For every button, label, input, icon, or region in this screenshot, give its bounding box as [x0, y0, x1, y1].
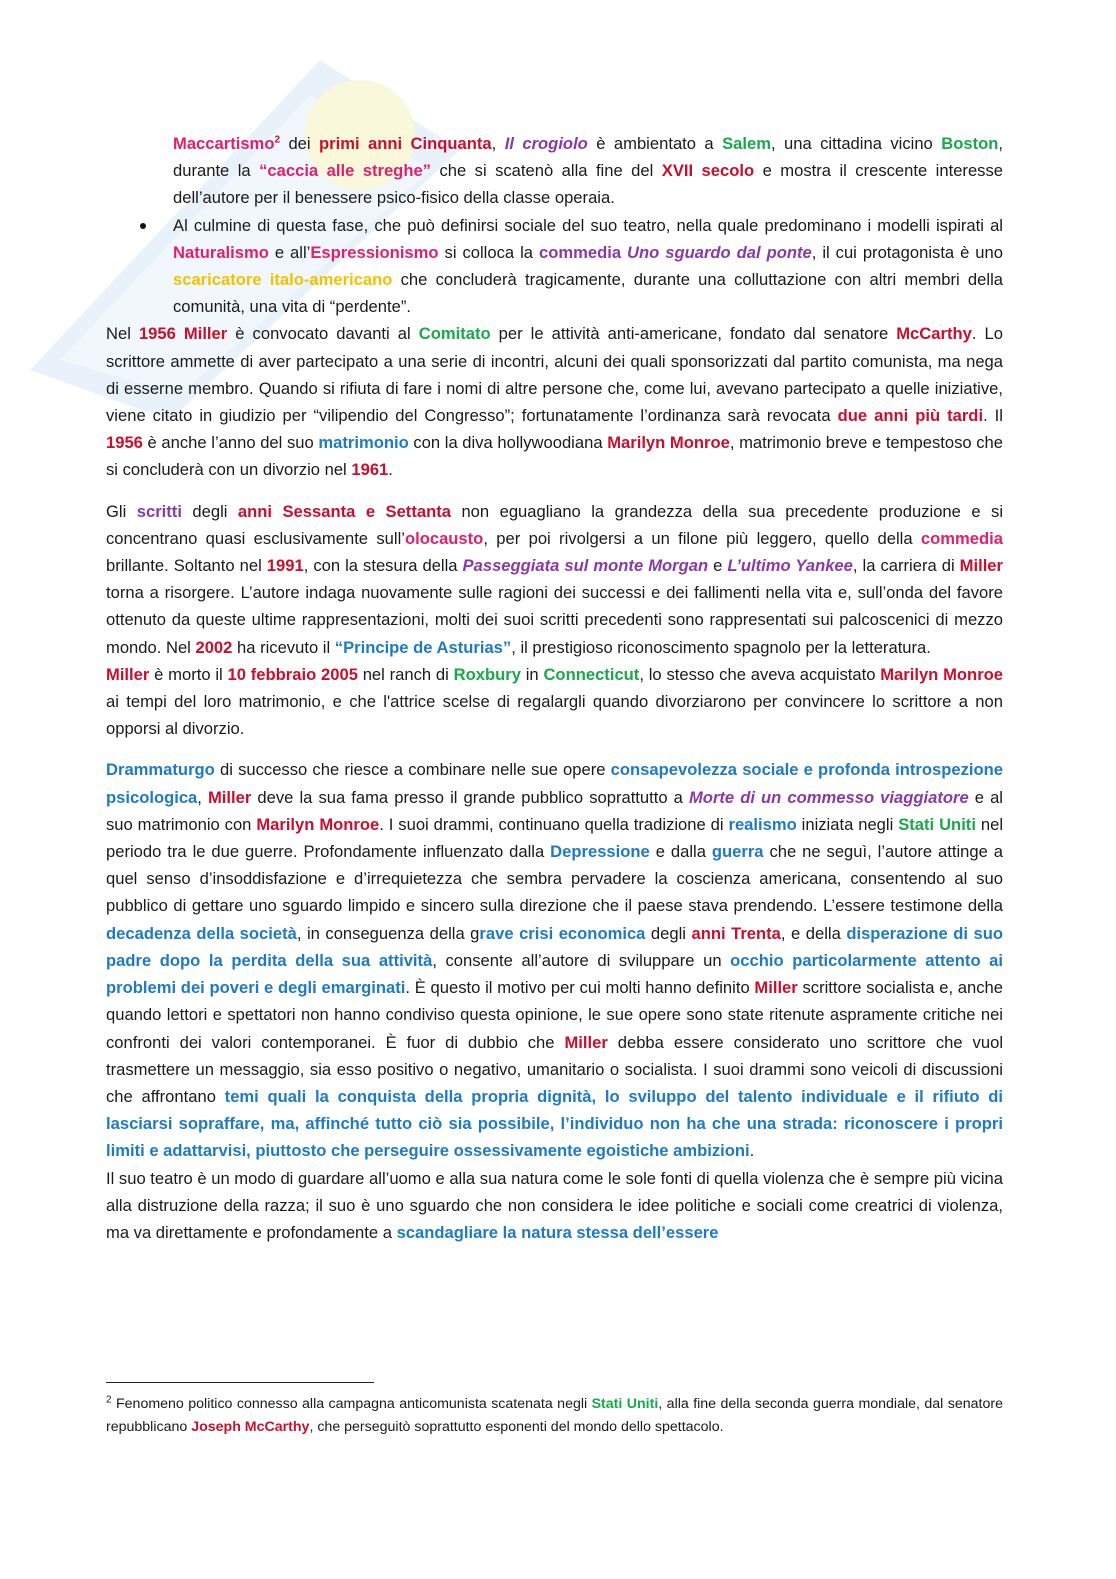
highlighted-term: primi anni Cinquanta [319, 134, 492, 153]
highlighted-term: olocausto [404, 528, 484, 548]
highlighted-term: commedia [920, 528, 1003, 548]
highlighted-term: Connecticut [543, 664, 640, 684]
highlighted-term: Stati Uniti [898, 814, 976, 834]
text-run: , [197, 787, 208, 807]
highlighted-term: Stati Uniti [591, 1396, 659, 1412]
text-run: che ne seguì, l’autore attinge a quel senso d’insoddisfazione e d’irrequietezza che sembra pervadere la coscienza americana, consentendo al suo pubblico di gettare uno sguardo limpido e sincero sulla direzione che il paese stava prendendo. L’essere testimone della [106, 842, 1003, 916]
footnote-ref: 2 [106, 1394, 112, 1406]
text-run: degli [181, 501, 238, 521]
text-run: , durante la [173, 134, 1003, 181]
text-run: dei [280, 134, 320, 153]
text-run: è morto il [149, 664, 228, 684]
text-run: è convocato davanti al [227, 324, 419, 344]
text-run: . [388, 460, 393, 480]
text-run: e all’ [268, 242, 311, 262]
text-run: ha ricevuto il [232, 637, 335, 657]
highlighted-term: L’ultimo Yankee [727, 556, 853, 576]
highlighted-term: McCarthy [896, 324, 972, 344]
bullet-dot-icon [140, 223, 146, 229]
highlighted-term: Miller [564, 1032, 608, 1052]
paragraph [106, 661, 1003, 743]
highlighted-term: Miller [207, 787, 252, 807]
document-body [106, 130, 1003, 1246]
highlighted-term: 10 febbraio 2005 [227, 664, 358, 684]
text-run: , per poi rivolgersi a un filone più leggero, quello della [483, 528, 921, 548]
text-run: , una cittadina vicino [770, 134, 942, 153]
text-run: . Il [983, 406, 1003, 426]
highlighted-term: guerra [711, 842, 764, 862]
text-run: Gli [106, 501, 137, 521]
highlighted-term: Miller [106, 664, 150, 684]
text-run: . [749, 1141, 755, 1161]
text-run: nel ranch di [357, 664, 454, 684]
highlighted-term: anni Sessanta e Settanta [237, 501, 451, 521]
paragraph [106, 1165, 1003, 1247]
highlighted-term: Espressionismo [310, 242, 439, 262]
highlighted-term: Passeggiata sul monte Morgan [462, 556, 709, 576]
highlighted-term: due anni più tardi [837, 406, 984, 426]
highlighted-term: temi quali la conquista della propria dignità, lo sviluppo del talento individuale e il rifiuto di lasciarsi sopraffare, ma, affinché tutto ciò sia possibile, l’individuo non ha che una strada: riconoscere i propri limiti e adattarvisi, piuttosto che perseguire ossessivamente egoistiche ambizioni [106, 1086, 1003, 1161]
highlighted-term: Depressione [550, 842, 650, 862]
text-run: Fenomeno politico connesso alla campagna anticomunista scatenata negli [111, 1396, 592, 1412]
text-run: , in conseguenza della g [296, 923, 480, 943]
text-run: , e della [780, 923, 847, 943]
text-run: deve la sua fama presso il grande pubblico soprattutto a [251, 787, 689, 807]
highlighted-term: Joseph McCarthy [191, 1419, 310, 1435]
highlighted-term: rave crisi economica [479, 923, 646, 943]
highlighted-term: “caccia alle streghe” [259, 161, 431, 181]
text-run: in [520, 664, 544, 684]
highlighted-term: 1956 Miller [138, 324, 228, 344]
highlighted-term: decadenza della società [106, 923, 297, 943]
text-run: Al culmine di questa fase, che può definirsi sociale del suo teatro, nella quale predominano i modelli ispirati al [173, 215, 1003, 235]
highlighted-term: Salem [722, 134, 771, 153]
highlighted-term: Uno sguardo dal ponte [627, 242, 812, 262]
text-run: e [708, 556, 728, 576]
paragraph [106, 320, 1003, 483]
highlighted-term: Marilyn Monroe [607, 433, 730, 453]
text-run: con la diva hollywoodiana [408, 433, 608, 453]
highlighted-term: anni Trenta [691, 923, 781, 943]
highlighted-term: Boston [941, 134, 999, 153]
text-run: , con la stesura della [303, 556, 463, 576]
highlighted-term: scritti [136, 501, 182, 521]
highlighted-term: Naturalismo [173, 242, 269, 262]
text-run: , consente all’autore di sviluppare un [432, 950, 731, 970]
highlighted-term: Roxbury [453, 664, 521, 684]
text-run: è anche l’anno del suo [142, 433, 319, 453]
text-run: Il suo teatro è un modo di guardare all’uomo e alla sua natura come le sole fonti di quella violenza che è sempre più vicina alla distruzione della razza; il suo è uno sguardo che non considera le idee politiche e sociali come creatrici di violenza, ma va direttamente e profondamente a [106, 1168, 1003, 1242]
text-run: e mostra il crescente interesse dell’autore per il benessere psico-fisico della classe operaia. [173, 161, 1003, 208]
highlighted-term: Il crogiolo [504, 134, 588, 153]
text-run: che si scatenò alla fine del [430, 161, 662, 181]
text-run: che concluderà tragicamente, durante una colluttazione con altri membri della comunità, una vita di “perdente”. [173, 270, 1003, 317]
text-run: . Lo scrittore ammette di aver partecipato a una serie di incontri, alcuni dei quali sponsorizzati dal partito comunista, ma nega di esserne membro. Quando si rifiuta di fare i nomi di altre persone che, come lui, avevano partecipato a quelle iniziative, viene citato in giudizio per “vilipendio del Congresso”; fortunatamente l’ordinanza sarà revocata [106, 324, 1003, 426]
highlighted-term: XVII secolo [661, 161, 755, 181]
highlighted-term: 1991 [266, 556, 304, 576]
highlighted-term: 1956 [106, 433, 143, 453]
highlighted-term: Drammaturgo [106, 760, 215, 780]
highlighted-term: “Principe de Asturias” [334, 637, 512, 657]
highlighted-term: 2002 [195, 637, 233, 657]
text-run: Nel [106, 324, 139, 344]
highlighted-term: 1961 [351, 460, 389, 480]
text-run: ai tempi del loro matrimonio, e che l'attrice scelse di regalargli quando divorziarono per convincere lo scrittore a non opporsi al divorzio. [106, 692, 1003, 739]
text-run: torna a risorgere. L’autore indaga nuovamente sulle ragioni dei successi e dei fallimenti nella vita e, sull’onda del favore ottenuto da queste ultime rappresentazioni, molti dei suoi scritti precedenti sono rappresentati sui palcoscenici di mezzo mondo. Nel [106, 583, 1003, 657]
text-run: e dalla [649, 842, 712, 862]
text-run: degli [645, 923, 692, 943]
text-run: , alla fine della seconda guerra mondiale, dal senatore repubblicano [106, 1396, 1003, 1435]
text-run: di successo che riesce a combinare nelle sue opere [214, 760, 611, 780]
text-run: nel periodo tra le due guerre. Profondamente influenzato dalla [106, 814, 1004, 862]
text-run: , il prestigioso riconoscimento spagnolo per la letteratura. [511, 637, 931, 657]
paragraph [106, 756, 1003, 1164]
text-run: . I suoi drammi, continuano quella tradizione di [379, 814, 729, 834]
highlighted-term: disperazione di suo padre dopo la perdita della sua attività [106, 923, 1004, 970]
text-run: . È questo il motivo per cui molti hanno definito [405, 978, 755, 998]
highlighted-term: Morte di un commesso viaggiatore [688, 787, 969, 807]
text-run: è ambientato a [587, 134, 723, 153]
highlighted-term: Miller [959, 556, 1003, 576]
highlighted-term: Marilyn Monroe [880, 664, 1004, 684]
bullet-list-item [106, 212, 1003, 321]
highlighted-term: matrimonio [318, 433, 409, 453]
text-run: e al suo matrimonio con [106, 787, 1003, 834]
paragraph [106, 498, 1003, 661]
text-run: non eguagliano la grandezza della sua precedente produzione e si concentrano quasi esclusivamente sull’ [106, 501, 1004, 548]
text-run: , [491, 134, 505, 153]
highlighted-term: Maccartismo [173, 134, 275, 153]
text-run: , lo stesso che aveva acquistato [639, 664, 881, 684]
text-run: , la carriera di [852, 556, 960, 576]
footnote [106, 1393, 1003, 1439]
highlighted-term: scaricatore italo-americano [173, 270, 393, 290]
highlighted-term: occhio particolarmente attento ai problemi dei poveri e degli emarginati [106, 950, 1004, 998]
highlighted-term: commedia [538, 242, 628, 262]
text-run: scrittore socialista e, anche quando lettori e spettatori non hanno condiviso questa opinione, le sue opere sono state ritenute aspramente critiche nei confronti dei valori contemporanei. È fuor di dubbio che [106, 978, 1004, 1052]
highlighted-term: realismo [728, 814, 797, 834]
footnote-separator [106, 1382, 374, 1383]
text-run: iniziata negli [796, 814, 899, 834]
text-run: , matrimonio breve e tempestoso che si concluderà con un divorzio nel [106, 433, 1003, 480]
highlighted-term: Comitato [418, 324, 491, 344]
indented-paragraph [106, 130, 1003, 212]
text-run: per le attività anti-americane, fondato dal senatore [490, 324, 897, 344]
highlighted-term: Miller [754, 978, 798, 998]
highlighted-term: Marilyn Monroe [256, 814, 380, 834]
text-run: , che perseguitò soprattutto esponenti del mondo dello spettacolo. [309, 1419, 724, 1435]
text-run: , il cui protagonista è uno [811, 242, 1003, 262]
highlighted-term: scandagliare la natura stessa dell’essere [396, 1222, 719, 1242]
footnote-ref: 2 [274, 134, 281, 146]
text-run: debba essere considerato uno scrittore che vuol trasmettere un messaggio, sia esso positivo o negativo, umanitario o socialista. I suoi drammi sono veicoli di discussioni che affrontano [106, 1032, 1004, 1106]
text-run: brillante. Soltanto nel [106, 556, 267, 576]
text-run: si colloca la [438, 242, 539, 262]
highlighted-term: consapevolezza sociale e profonda introspezione psicologica [106, 760, 1003, 807]
